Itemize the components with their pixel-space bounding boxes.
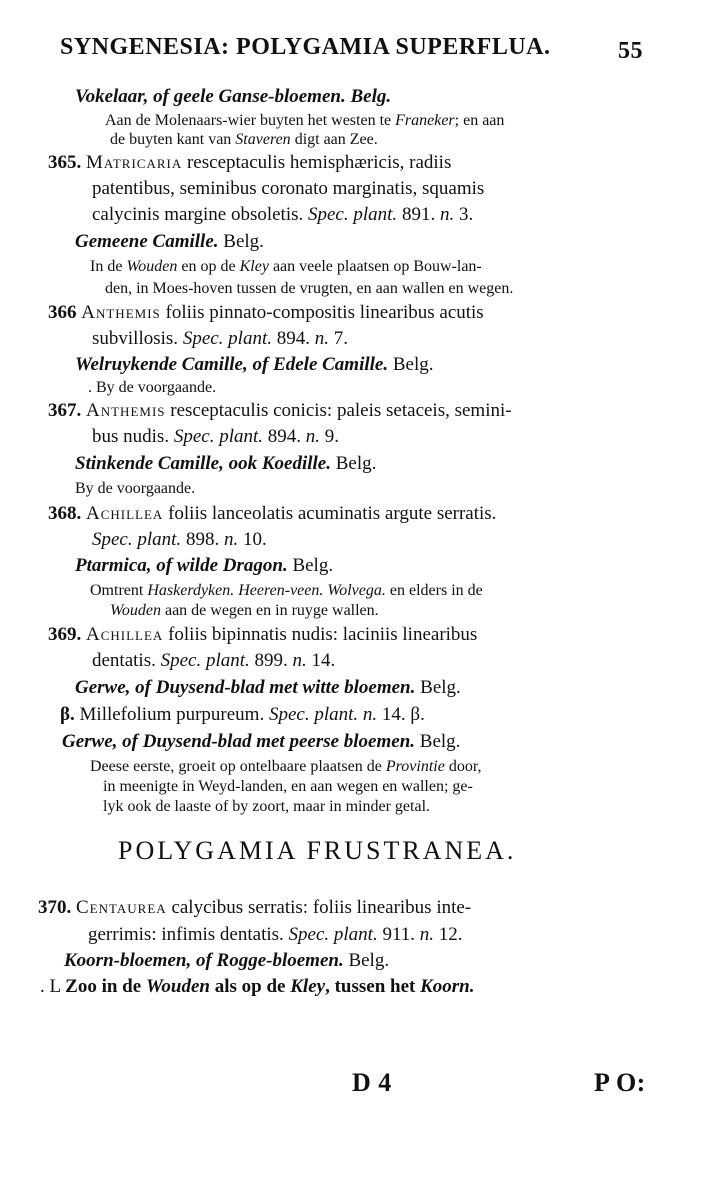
text-run: gerrimis: infimis dentatis. [88,924,289,945]
text-run: Deese eerste, groeit op ontelbaare plaatsen de [90,758,386,775]
text-run: den, in Moes-hoven tussen de vrugten, en aan wallen en wegen. [105,280,514,297]
text-run: n. [439,204,455,225]
text-line [62,731,460,753]
text-run: en op de [177,258,240,275]
text-run: Belg. [415,677,461,698]
text-run: Belg. [218,231,264,252]
text-run: Kley [290,976,326,997]
text-line [110,130,378,149]
text-run: lyk ook de laaste of by zoort, maar in minder getal. [103,798,431,815]
text-line [110,601,379,620]
text-run: Ptarmica, of wilde Dragon. [75,555,288,576]
text-run: dentatis. [92,650,161,671]
text-line [90,257,482,276]
text-run: Kley [239,258,269,275]
text-run: Stinkende Camille, ook Koedille. [75,453,331,474]
text-line [105,111,504,130]
text-line [90,757,482,776]
text-run: door, [444,758,482,775]
text-run: POLYGAMIA FRUSTRANEA. [118,836,517,865]
text-run: 3. [454,204,474,225]
text-run: 369. [48,624,86,645]
text-run: Zoo in de [65,976,146,997]
text-run: Spec. plant. [92,529,182,550]
text-line [103,777,473,796]
text-run: n. [419,924,435,945]
text-run: als op de [210,976,291,997]
text-run: 911. [377,924,420,945]
text-run: 899. [249,650,293,671]
text-run: Aan de Molenaars-wier buyten het westen te [105,112,396,129]
text-run: Wouden [110,602,161,619]
text-run: Matricaria [86,152,183,173]
text-run: Wouden [145,976,210,997]
text-run: 14. [306,650,336,671]
text-line [48,302,484,324]
text-run: n. [223,529,239,550]
text-run: calycinis margine obsoletis. [92,204,308,225]
header-title: SYNGENESIA: POLYGAMIA SUPERFLUA. [60,34,551,60]
text-line [75,453,376,475]
text-line [92,328,348,350]
text-run: calycibus serratis: foliis linearibus inte- [166,897,472,918]
text-run: 894. [272,328,315,349]
text-run: 898. [181,529,224,550]
text-run: Omtrent [90,582,148,599]
text-run: digt aan Zee. [290,131,378,148]
text-run: . By de voorgaande. [88,379,217,396]
text-line [38,897,471,919]
text-run: Belg. [415,731,461,752]
text-run: Spec. plant. [160,650,250,671]
text-line [88,378,216,397]
text-run: Gerwe, of Duysend-blad met witte bloemen. [75,677,416,698]
text-line [88,924,463,946]
text-run: 370. [38,897,76,918]
text-run: de buyten kant van [110,131,236,148]
text-run: Belg. [345,86,392,107]
text-line [92,178,484,200]
text-line [92,529,267,551]
text-run: In de [90,258,127,275]
text-line [90,581,483,600]
text-run: Belg. [287,555,334,576]
text-line [75,677,461,699]
text-run: Anthemis [86,400,166,421]
text-run: 12. [434,924,463,945]
text-run: Millefolium purpureum. [74,704,269,725]
text-run: Gemeene Camille. [75,231,219,252]
text-line [92,426,339,448]
text-line [75,555,333,577]
text-line [48,152,451,174]
catchword: P O: [594,1068,646,1097]
text-run: Spec. plant. [173,426,264,447]
signature-mark: D 4 [352,1068,392,1097]
page-number [618,40,643,62]
text-run: Belg. [330,453,377,474]
text-line [48,503,496,525]
text-run: Provintie [385,758,445,775]
text-run: foliis lanceolatis acuminatis argute serratis. [163,503,497,524]
text-run: foliis bipinnatis nudis: laciniis linearibus [163,624,478,645]
text-line [75,479,195,498]
text-run: patentibus, seminibus coronato marginatis, squamis [92,178,485,199]
text-run: 14. β. [377,704,425,725]
running-header [60,36,551,58]
text-run: n. [305,426,321,447]
text-run: Anthemis [81,302,161,323]
text-run: Welruykende Camille, of Edele Camille. [75,354,389,375]
text-line [75,86,391,108]
text-run: Spec. plant. [182,328,272,349]
text-line [60,704,425,726]
text-run: Franeker [395,112,455,129]
text-run: Koorn. [420,976,475,997]
text-run: Koorn-bloemen, of Rogge-bloemen. [64,950,344,971]
text-run: resceptaculis conicis: paleis setaceis, semini- [165,400,512,421]
text-run: 10. [238,529,267,550]
text-run: n. [314,328,329,349]
text-line [92,650,335,672]
text-run: bus nudis. [92,426,174,447]
text-run: aan veele plaatsen op Bouw-lan- [268,258,482,275]
text-line [103,797,430,816]
text-run: aan de wegen en in ruyge wallen. [160,602,379,619]
text-run: ; en aan [454,112,505,129]
text-run: 894. [263,426,306,447]
text-line [118,836,517,865]
text-line [75,354,434,376]
text-run: 9. [320,426,340,447]
text-line [75,231,264,253]
text-line [48,624,477,646]
text-run: subvillosis. [92,328,183,349]
text-run: 7. [329,328,348,349]
text-run: 366 [48,302,82,323]
text-run: Belg. [388,354,434,375]
text-run: n. [362,704,378,725]
text-run: 365. [48,152,86,173]
text-run: Spec. plant. [308,204,398,225]
text-run: Spec. plant. [268,704,359,725]
text-run: Staveren [235,131,291,148]
text-run: Haskerdyken. Heeren-veen. Wolvega. [147,582,386,599]
text-run: en elders in de [385,582,483,599]
text-line [48,400,512,422]
text-run: β. [60,704,75,725]
text-run: . L [40,976,66,997]
text-line [92,204,473,226]
text-run: foliis pinnato-compositis linearibus acutis [160,302,484,323]
text-run: By de voorgaande. [75,480,196,497]
text-run: n. [292,650,307,671]
text-run: resceptaculis hemisphæricis, radiis [182,152,452,173]
text-run: Centaurea [76,897,167,918]
page-number-text: 55 [618,38,643,64]
text-run: Achillea [86,503,164,524]
text-run: Achillea [86,624,164,645]
text-run: Gerwe, of Duysend-blad met peerse bloemen. [62,731,416,752]
text-run: , tussen het [325,976,421,997]
text-line [105,279,513,298]
text-run: in meenigte in Weyd-landen, en aan wegen en wallen; ge- [103,778,473,795]
text-run: 891. [397,204,440,225]
text-line [40,976,474,998]
text-run: Wouden [126,258,178,275]
text-line [64,950,389,972]
text-run: 367. [48,400,86,421]
text-run: Vokelaar, of geele Ganse-bloemen. [75,86,346,107]
text-run: 368. [48,503,86,524]
text-run: Spec. plant. [288,924,378,945]
text-run: Belg. [343,950,390,971]
